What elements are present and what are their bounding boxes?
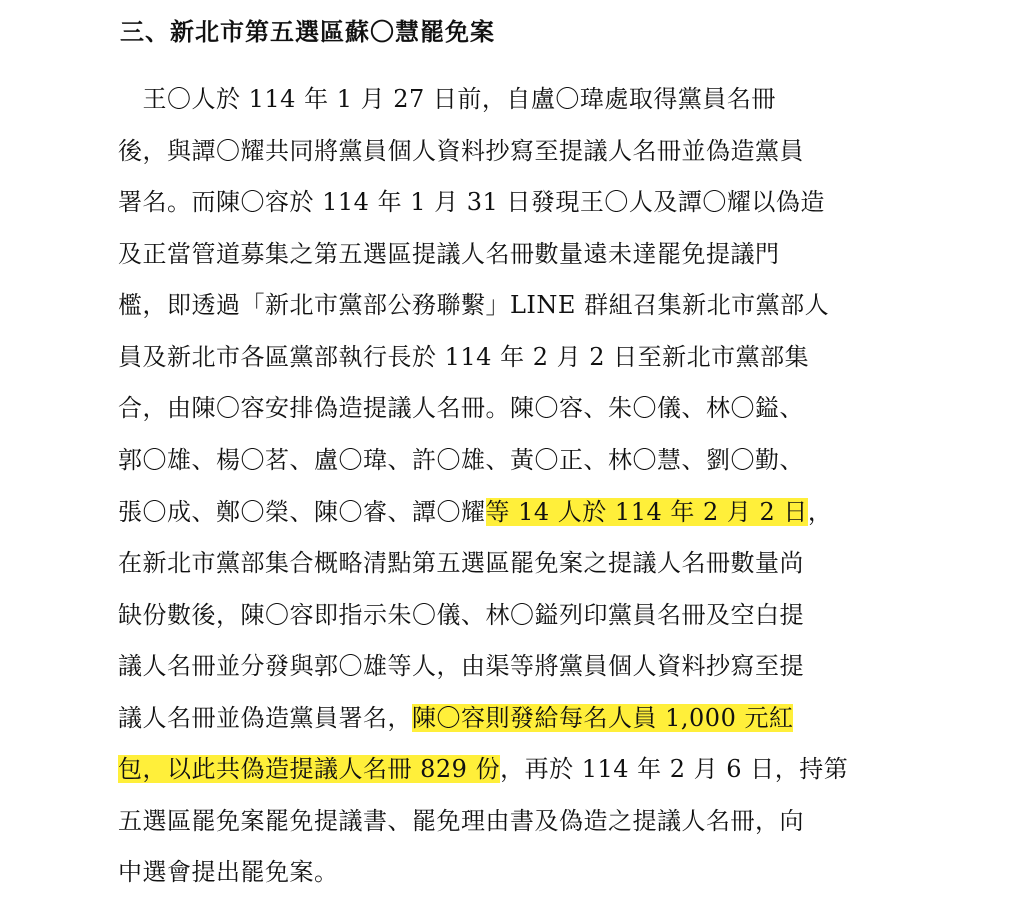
- body-line-10: 在新北市黨部集合概略清點第五選區罷免案之提議人名冊數量尚: [118, 549, 804, 577]
- line-14-text: ，再於 114 年 2 月 6 日，持第: [500, 755, 849, 783]
- body-line-4: 及正當管道募集之第五選區提議人名冊數量遠未達罷免提議門: [118, 240, 780, 268]
- highlight-14-people-date: 等 14 人於 114 年 2 月 2 日: [485, 498, 808, 526]
- body-line-15: 五選區罷免案罷免提議書、罷免理由書及偽造之提議人名冊，向: [118, 807, 804, 835]
- body-line-6: 員及新北市各區黨部執行長於 114 年 2 月 2 日至新北市黨部集: [118, 343, 810, 371]
- line-9-text: 張〇成、鄭〇榮、陳〇睿、譚〇耀: [118, 498, 486, 526]
- body-line-13: [118, 698, 793, 738]
- body-line-8: 郭〇雄、楊〇茗、盧〇瑋、許〇雄、黃〇正、林〇慧、劉〇勤、: [118, 446, 804, 474]
- highlight-829-copies: 包，以此共偽造提議人名冊 829 份: [118, 755, 501, 783]
- body-line-5: 檻，即透過「新北市黨部公務聯繫」LINE 群組召集新北市黨部人: [118, 291, 830, 319]
- body-line-3: 署名。而陳〇容於 114 年 1 月 31 日發現王〇人及譚〇耀以偽造: [118, 188, 825, 216]
- body-line-9: [118, 492, 832, 532]
- body-line-16: 中選會提出罷免案。: [118, 858, 339, 886]
- body-line-11: 缺份數後，陳〇容即指示朱〇儀、林〇鎰列印黨員名冊及空白提: [118, 601, 804, 629]
- body-line-7: 合，由陳〇容安排偽造提議人名冊。陳〇容、朱〇儀、林〇鎰、: [118, 394, 804, 422]
- body-line-1: 王〇人於 114 年 1 月 27 日前，自盧〇瑋處取得黨員名冊: [118, 85, 776, 113]
- section-heading: 三、新北市第五選區蘇〇慧罷免案: [120, 18, 495, 46]
- body-line-2: 後，與譚〇耀共同將黨員個人資料抄寫至提議人名冊並偽造黨員: [118, 137, 804, 165]
- line-9-tail: ，: [807, 498, 833, 526]
- body-line-14: [118, 749, 848, 789]
- highlight-red-envelope: 陳〇容則發給每名人員 1,000 元紅: [412, 704, 794, 732]
- line-13-text: 議人名冊並偽造黨員署名，: [118, 704, 412, 732]
- body-line-12: 議人名冊並分發與郭〇雄等人，由渠等將黨員個人資料抄寫至提: [118, 652, 804, 680]
